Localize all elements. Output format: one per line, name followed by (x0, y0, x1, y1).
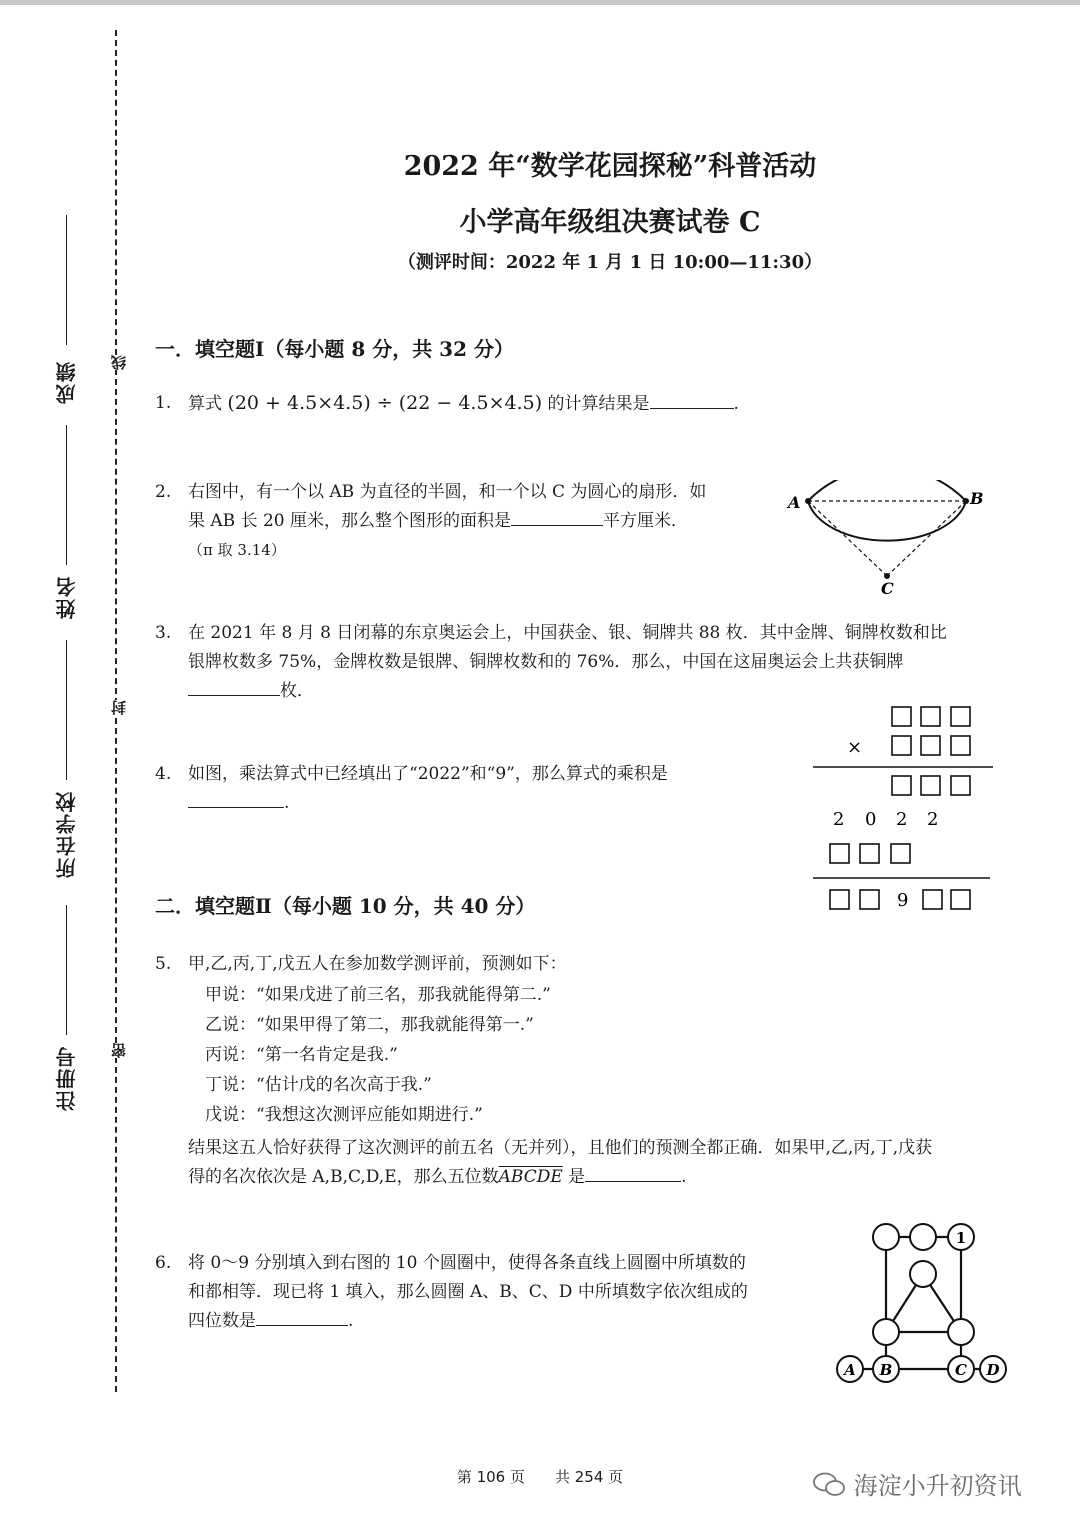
q4-text (188, 760, 798, 818)
q1-text (188, 389, 739, 419)
q4-end: . (284, 793, 290, 813)
q4-digit: 2 (927, 809, 939, 830)
registration-label: 注册号 (55, 1045, 79, 1111)
q2-label-b: B (970, 489, 984, 508)
exam-subtitle: 小学高年级组决赛试卷 C (459, 207, 761, 238)
q3-line3-post: 枚． (280, 681, 314, 701)
q2-answer-blank[interactable] (511, 524, 603, 526)
cut-mark-seal: 封 (110, 700, 128, 715)
watermark-text: 海淀小升初资讯 (853, 1472, 1022, 1500)
q4-box (951, 736, 970, 755)
q5-conclusion-pre: 得的名次依次是 A,B,C,D,E，那么五位数 (188, 1167, 499, 1187)
q6-label-d: D (986, 1361, 1000, 1379)
q5-statement-wu: 戊说：“我想这次测评应能如期进行.” (205, 1105, 483, 1125)
section2-heading: 二．填空题Ⅱ（每小题 10 分，共 40 分） (155, 894, 536, 918)
cut-mark-secret: 密 (110, 1043, 128, 1058)
score-field-line (66, 215, 67, 345)
q3-number: 3. (155, 623, 172, 643)
q2-line1: 右图中，有一个以 AB 为直径的半圆，和一个以 C 为圆心的扇形．如 (188, 482, 707, 502)
q6-circle (873, 1224, 899, 1250)
q2-label-a: A (788, 493, 801, 512)
q5-conclusion-post: 是 (568, 1167, 586, 1187)
q1-prefix: 算式 (188, 394, 222, 414)
exam-title: 2022 年“数学花园探秘”科普活动 (403, 151, 817, 182)
cut-mark-line: 线 (110, 355, 128, 370)
q6-circle-figure (830, 1218, 1020, 1393)
section1-heading: 一．填空题Ⅰ（每小题 8 分，共 32 分） (155, 337, 514, 361)
school-field-line (66, 640, 67, 780)
q4-line1: 如图，乘法算式中已经填出了“2022”和“9”，那么算式的乘积是 (188, 764, 668, 784)
q6-circle (910, 1261, 936, 1287)
q3-answer-blank[interactable] (188, 694, 280, 696)
q2-line3: （π 取 3.14） (188, 541, 286, 559)
name-label: 姓名 (55, 575, 79, 619)
q4-box (892, 736, 911, 755)
q6-line2: 和都相等．现已将 1 填入，那么圆圈 A、B、C、D 中所填数字依次组成的 (188, 1282, 748, 1302)
q4-digit: 0 (865, 809, 877, 830)
q4-answer-blank[interactable] (188, 806, 284, 808)
q2-label-c: C (881, 579, 894, 598)
page-footer: 第 106 页 共 254 页 (456, 1468, 624, 1486)
q6-circle (873, 1319, 899, 1345)
q4-box (921, 736, 940, 755)
watermark (812, 1466, 1022, 1503)
q5-intro: 甲,乙,丙,丁,戊五人在参加数学测评前，预测如下： (188, 954, 567, 974)
q2-semicircle-figure (780, 480, 990, 600)
q4-box (921, 776, 940, 795)
q4-multiplication-figure (805, 700, 1005, 915)
q6-line1: 将 0～9 分别填入到右图的 10 个圆圈中，使得各条直线上圆圈中所填数的 (188, 1253, 746, 1273)
q5-statement-ding: 丁说：“估计戊的名次高于我.” (205, 1075, 432, 1095)
q5-statement-bing: 丙说：“第一名肯定是我.” (205, 1045, 398, 1065)
q5-answer-blank[interactable] (585, 1180, 681, 1182)
q4-box (892, 707, 911, 726)
q6-number: 6. (155, 1253, 172, 1273)
q4-box (951, 776, 970, 795)
q1-expression: (20 + 4.5×4.5) ÷ (22 − 4.5×4.5) (227, 392, 543, 414)
q2-text (188, 478, 768, 565)
q6-circle (948, 1319, 974, 1345)
q4-box (891, 844, 910, 863)
q2-line2-pre: 果 AB 长 20 厘米，那么整个图形的面积是 (188, 511, 512, 531)
q4-box (860, 844, 879, 863)
school-label: 所在学校 (55, 790, 79, 878)
q5-statement-jia: 甲说：“如果戊进了前三名，那我就能得第二.” (205, 985, 551, 1005)
q5-conclusion-line1: 结果这五人恰好获得了这次测评的前五名（无并列），且他们的预测全都正确．如果甲,乙,丙,丁,戊获 (188, 1138, 933, 1158)
q4-digit: 2 (896, 809, 908, 830)
q4-box (923, 890, 942, 909)
q5-end: . (681, 1167, 687, 1187)
q2-radius-bc (887, 501, 966, 576)
q6-label-b: B (879, 1361, 893, 1379)
q1-suffix: 的计算结果是 (547, 394, 650, 414)
q5-conclusion (188, 1134, 1028, 1192)
q6-line3-pre: 四位数是 (188, 1311, 256, 1331)
q2-number: 2. (155, 482, 172, 502)
q2-point-a (805, 498, 811, 504)
q4-number: 4. (155, 764, 172, 784)
q2-semicircle-arc (808, 501, 966, 541)
q5-statement-yi: 乙说：“如果甲得了第二，那我就能得第一.” (205, 1015, 534, 1035)
q3-line2: 银牌枚数多 75%，金牌枚数是银牌、铜牌枚数和的 76%．那么，中国在这届奥运会上共获铜牌 (188, 652, 904, 672)
q2-radius-ac (808, 501, 887, 576)
q2-sector-arc (808, 480, 966, 501)
score-label: 成绩 (55, 360, 79, 404)
name-field-line (66, 425, 67, 565)
q5-statements (205, 980, 551, 1130)
q6-circle (910, 1224, 936, 1250)
q4-times-sign: × (847, 737, 863, 758)
q6-answer-blank[interactable] (256, 1324, 348, 1326)
q6-label-a: A (844, 1361, 856, 1379)
q5-number-abcde: ABCDE (498, 1167, 563, 1187)
q1-end: . (733, 394, 739, 414)
q4-box (921, 707, 940, 726)
q3-text (188, 619, 1028, 706)
q4-box (892, 776, 911, 795)
q6-end: . (348, 1311, 354, 1331)
q4-box (860, 890, 879, 909)
q4-box (951, 707, 970, 726)
q1-answer-blank[interactable] (650, 407, 734, 409)
q3-line1: 在 2021 年 8 月 8 日闭幕的东京奥运会上，中国获金、银、铜牌共 88 枚．其中金牌、铜牌枚数和比 (188, 623, 947, 643)
q4-digit: 2 (833, 809, 845, 830)
q4-box (830, 890, 849, 909)
q4-box (951, 890, 970, 909)
q2-line2-post: 平方厘米． (603, 511, 689, 531)
q6-label-1: 1 (955, 1229, 967, 1247)
q4-result-digit: 9 (897, 890, 909, 911)
q5-number: 5. (155, 954, 172, 974)
q1-number: 1. (155, 393, 172, 413)
exam-time: （测评时间：2022 年 1 月 1 日 10:00—11:30） (397, 252, 823, 273)
top-border (0, 0, 1080, 5)
q4-box (830, 844, 849, 863)
wechat-icon (812, 1471, 846, 1503)
q6-text (188, 1249, 828, 1336)
q6-label-c: C (955, 1361, 967, 1379)
q2-point-b (963, 498, 969, 504)
registration-field-line (66, 905, 67, 1035)
